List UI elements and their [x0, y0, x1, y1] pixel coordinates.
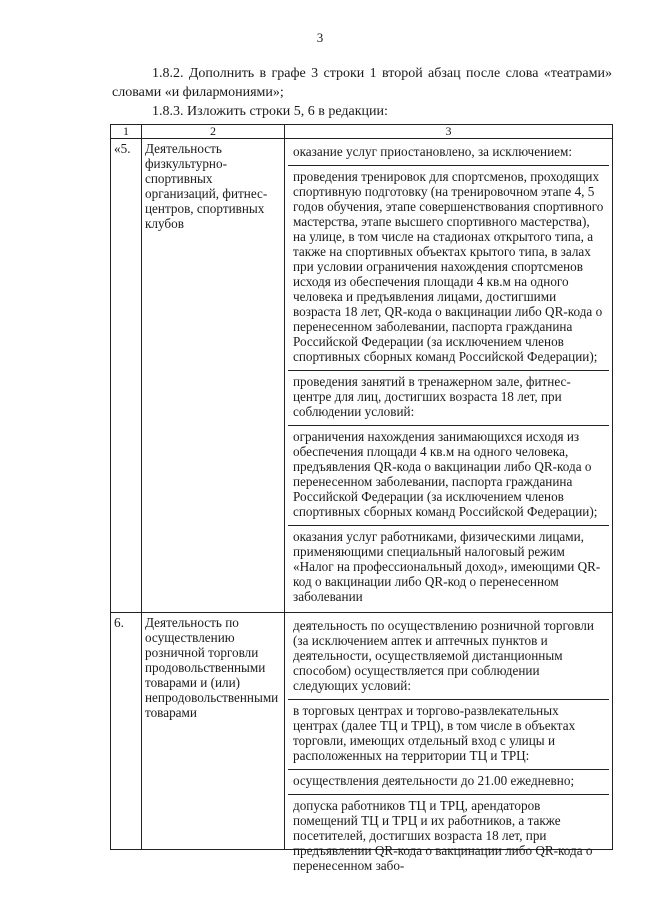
activity-name: Деятельность физкультурно-спортивных организаций, фитнес-центров, спортивных клубов	[142, 139, 285, 613]
row-number: «5.	[111, 139, 142, 613]
condition-paragraph: проведения занятий в тренажерном зале, фитнес-центре для лиц, достигших возраста 18 лет, при соблюдении условий:	[288, 371, 609, 426]
page-number: 3	[316, 30, 324, 45]
regulation-table	[110, 124, 613, 873]
condition-paragraph: деятельность по осуществлению розничной торговли (за исключением аптек и аптечных пунктов и деятельности, осуществляемой дистанционным способом) осуществляется при соблюдении следующих условий:	[288, 615, 609, 700]
column-header-3: 3	[285, 125, 613, 139]
table-header-row	[111, 125, 613, 139]
activity-name: Деятельность по осуществлению розничной торговли продовольственными товарами и (или) непродовольственными товарами	[142, 613, 285, 850]
condition-paragraph: оказания услуг работниками, физическими лицами, применяющими специальный налоговый режим «Налог на профессиональный доход», имеющими QR-код о вакцинации либо QR-код о перенесенном заболевании	[293, 529, 601, 604]
condition-paragraph: ограничения нахождения занимающихся исходя из обеспечения площади 4 кв.м на одного человека, предъявления QR-кода о вакцинации либо QR-кода о перенесенном заболевании, паспорта гражданина Российской Федерации (за исключением членов спортивных сборных команд Российской Федерации);	[288, 426, 609, 526]
table-row-5	[111, 139, 613, 613]
condition-paragraph: допуска работников ТЦ и ТРЦ, арендаторов помещений ТЦ и ТРЦ и их работников, а также посетителей, достигших возраста 18 лет, при предъявлении QR-кода о вакцинации либо QR-кода о перенесенном забо-	[293, 798, 593, 873]
conditions-clip	[288, 615, 609, 873]
column-header-2: 2	[142, 125, 285, 139]
conditions-cell	[285, 139, 613, 613]
condition-paragraph: проведения тренировок для спортсменов, проходящих спортивную подготовку (на тренировочном этапе 4, 5 годов обучения, этапе совершенствования спортивного мастерства, этапе высшего спортивного мастерства), на улице, в том числе на стадионах открытого типа, а также на спортивных объектах крытого типа, в залах при условии ограничения нахождения спортсменов исходя из обеспечения площади 4 кв.м на одного человека и предъявления лицами, достигшими возраста 18 лет, QR-кода о вакцинации либо QR-кода о перенесенном заболевании, паспорта гражданина Российской Федерации (за исключением членов спортивных сборных команд Российской Федерации);	[288, 166, 609, 371]
conditions-cell	[285, 613, 613, 873]
table-row-6	[111, 613, 613, 850]
paragraph-1-8-3: 1.8.3. Изложить строки 5, 6 в редакции:	[152, 104, 388, 119]
condition-paragraph: в торговых центрах и торгово-развлекательных центрах (далее ТЦ и ТРЦ), в том числе в объектах торговли, имеющих отдельный вход с улицы и расположенных на территории ТЦ и ТРЦ:	[288, 700, 609, 770]
column-header-1: 1	[111, 125, 142, 139]
condition-paragraph: осуществления деятельности до 21.00 ежедневно;	[288, 770, 609, 795]
row-number: 6.	[111, 613, 142, 850]
paragraph-1-8-2: 1.8.2. Дополнить в графе 3 строки 1 второй абзац после слова «театрами» словами «и филармониями»;	[112, 66, 612, 100]
condition-paragraph: оказание услуг приостановлено, за исключением:	[288, 141, 609, 166]
